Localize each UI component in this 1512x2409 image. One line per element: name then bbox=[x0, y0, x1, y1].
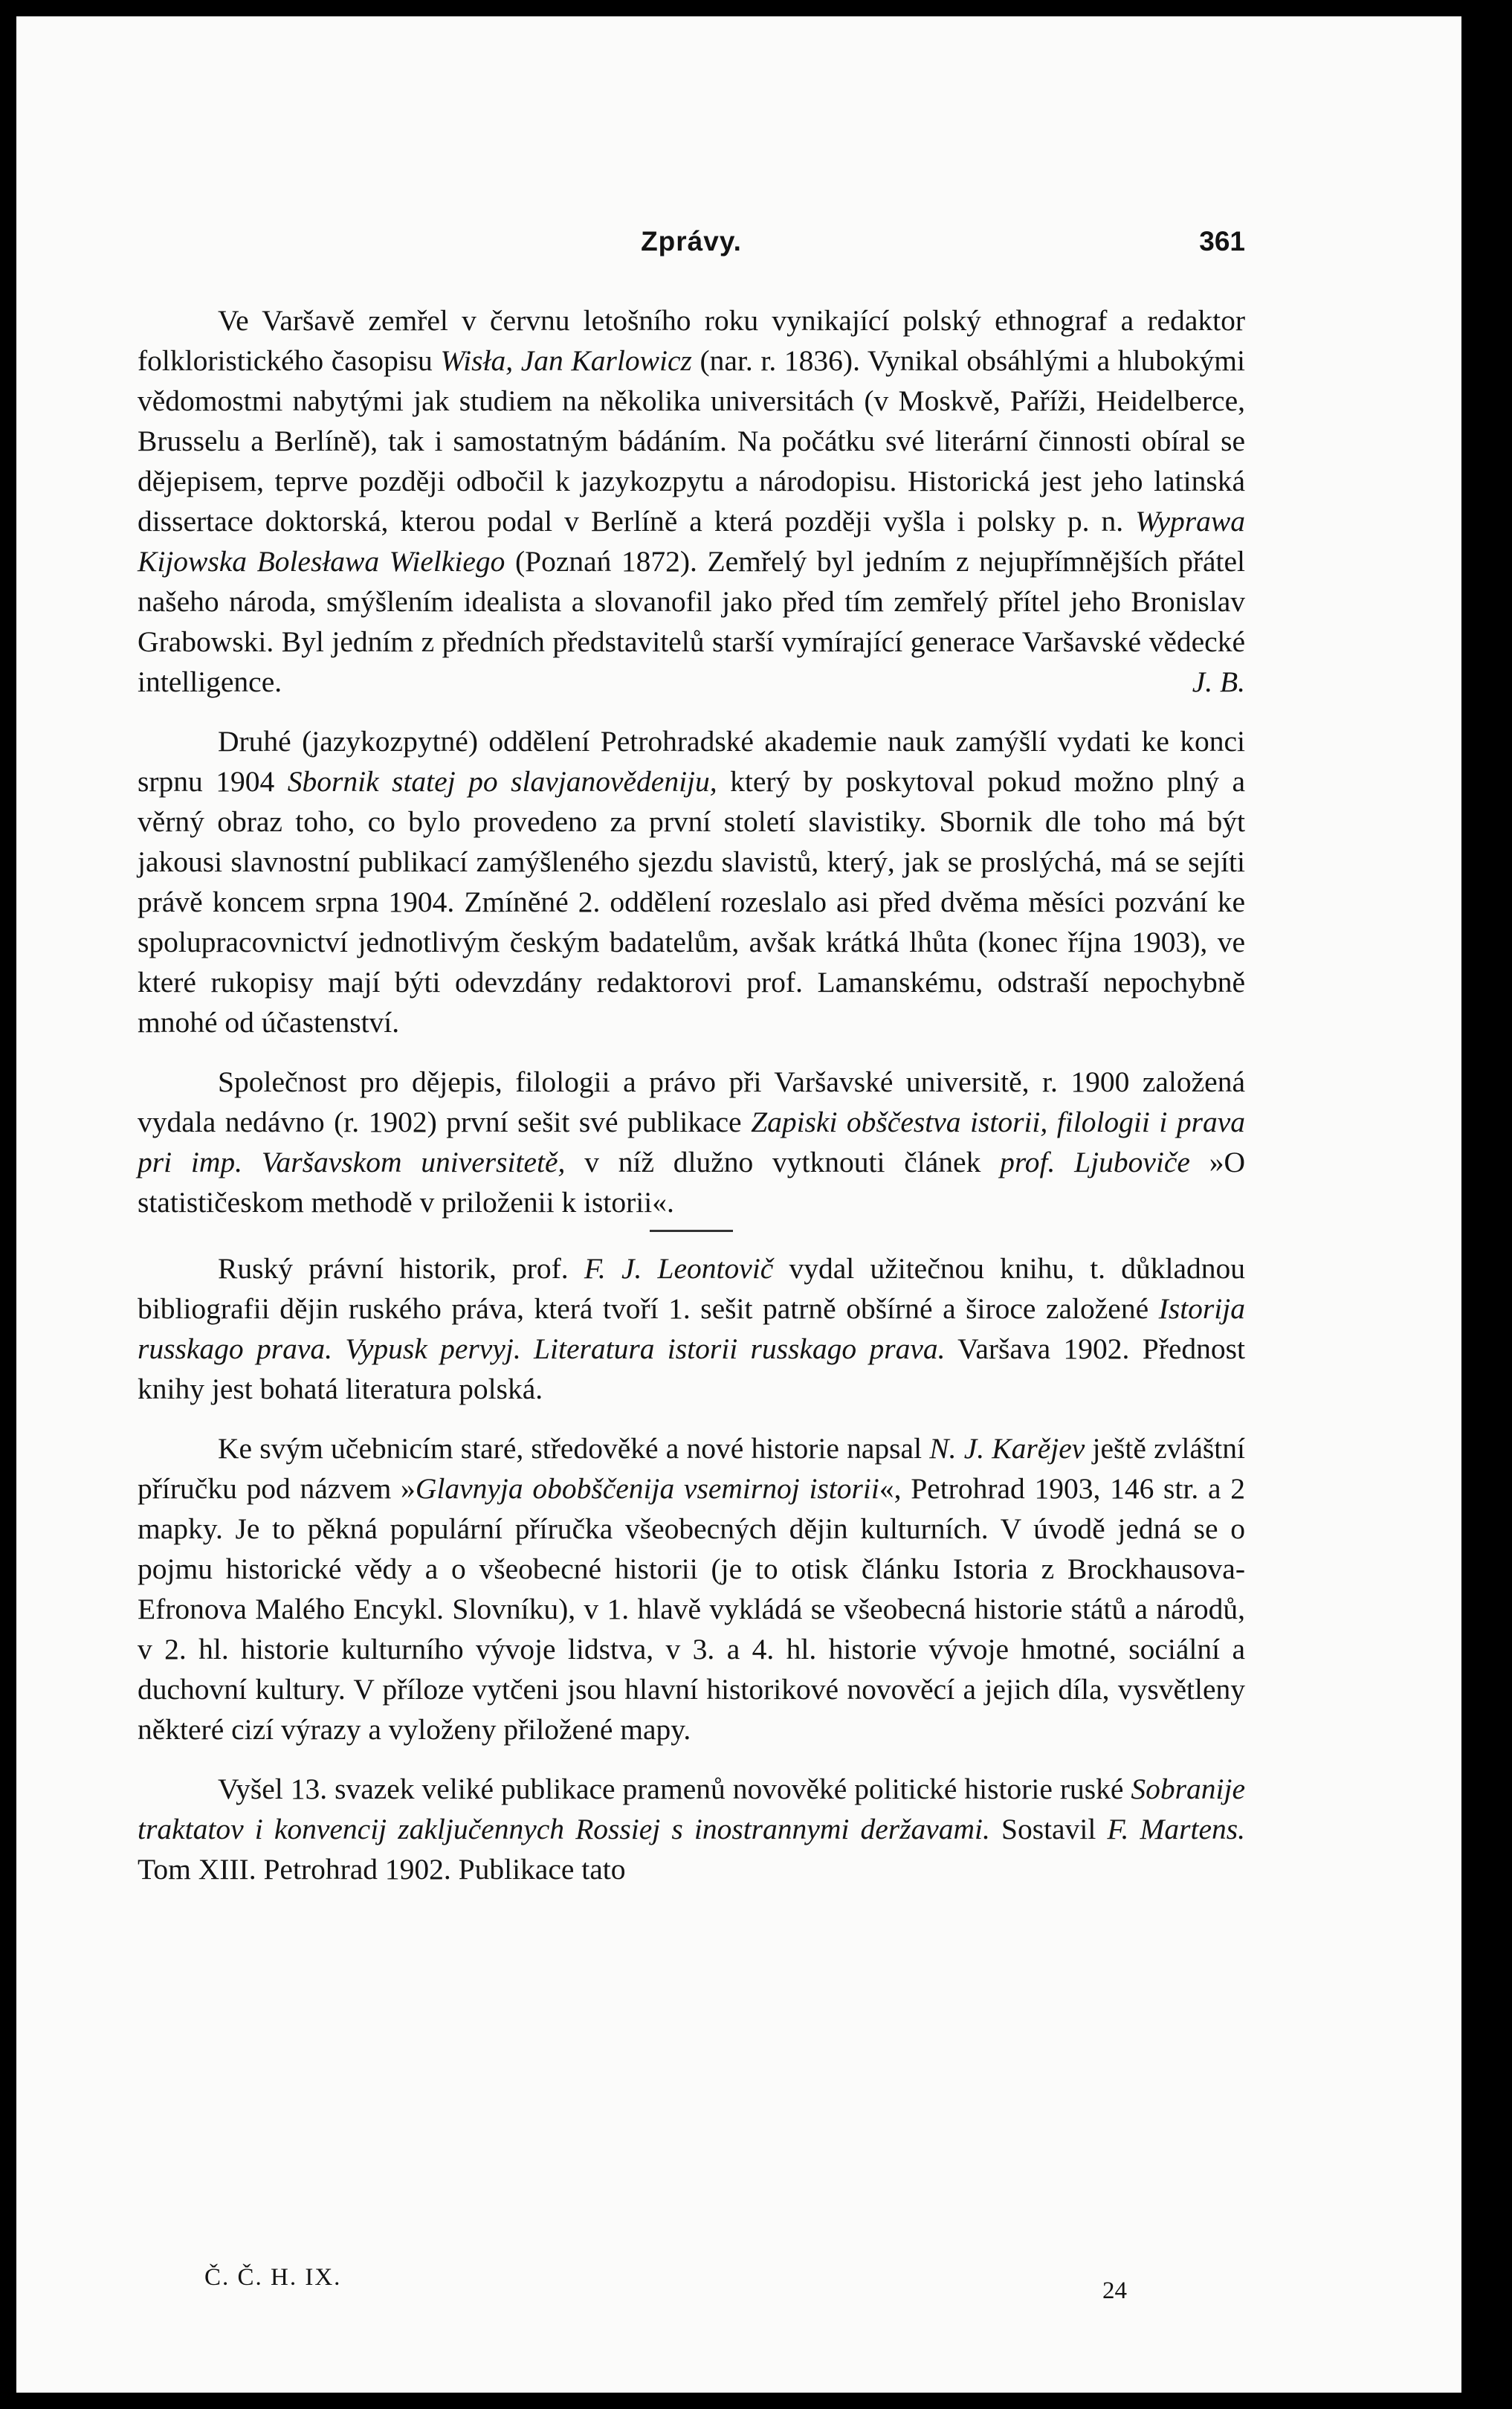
text-span-italic: F. J. Leontovič bbox=[584, 1252, 774, 1285]
text-span: Druhé (jazykozpytné) oddělení Petrohradské akademie nauk zamýšlí vydati ke konci srpnu 1904 bbox=[138, 725, 1245, 798]
text-span-italic: Sbornik statej po slavjanovědeniju, bbox=[287, 765, 717, 798]
body-text bbox=[138, 300, 1245, 1889]
text-span: vydal užitečnou knihu, t. důkladnou bibliografii dějin ruského práva, která tvoří 1. sešit patrně obšírné a široce založené bbox=[138, 1252, 1245, 1325]
text-span: Vyšel 13. svazek veliké publikace pramenů novověké politické historie ruské bbox=[218, 1773, 1131, 1805]
section-gap bbox=[138, 1749, 1245, 1769]
author-signature: J. B. bbox=[1192, 665, 1245, 698]
sheet-number: 24 bbox=[1102, 2277, 1127, 2304]
text-span-italic: F. Martens. bbox=[1107, 1813, 1245, 1845]
text-span: Ve Varšavě zemřel v červnu letošního roku vynikající polský ethnograf a redaktor folkloristického časopisu bbox=[138, 304, 1245, 377]
text-span: Sostavil bbox=[989, 1813, 1108, 1845]
text-span-italic: Wyprawa Kijowska Bolesława Wielkiego bbox=[138, 505, 1245, 578]
section-gap bbox=[138, 702, 1245, 721]
text-span-italic: Zapiski obščestva istorii, filologii i prava pri imp. Varšavskom universitetě, bbox=[138, 1106, 1246, 1178]
running-title: Zprávy. bbox=[641, 226, 742, 257]
page-number: 361 bbox=[1199, 226, 1245, 257]
text-span: v níž dlužno vytknouti článek bbox=[565, 1146, 1001, 1178]
article-martens bbox=[138, 1769, 1245, 1889]
text-span: «, Petrohrad 1903, 146 str. a 2 mapky. Je to pěkná populární příručka všeobecných dějin kulturních. V úvodě jedná se o pojmu historické vědy a o všeobecné historii (je to otisk článku Istoria z Brockhausova-Efronova Malého Encykl. Slovníku), v 1. hlavě vykládá se všeobecná historie států a národů, v 2. hl. historie kulturního vývoje lidstva, v 3. a 4. hl. historie vývoje hmotné, sociální a duchovní kultury. V příloze vytčeni jsou hlavní historikové novověcí a jejich díla, vysvětleny některé cizí výrazy a vyloženy přiložené mapy. bbox=[138, 1472, 1245, 1746]
text-span: Společnost pro dějepis, filologii a právo při Varšavské universitě, r. 1900 založená vydala nedávno (r. 1902) první sešit své publikace bbox=[138, 1065, 1245, 1138]
text-span: Ruský právní historik, prof. bbox=[218, 1252, 584, 1285]
text-span-italic: Sobranije traktatov i konvencij zaključennych Rossiej s inostrannymi deržavami. bbox=[138, 1773, 1245, 1845]
text-span: Ke svým učebnicím staré, středověké a nové historie napsal bbox=[218, 1432, 930, 1465]
text-span: »O statističeskom methodě v priloženii k istorii«. bbox=[138, 1146, 1245, 1219]
text-span-italic: N. J. Karějev bbox=[929, 1432, 1085, 1465]
scan-edge bbox=[1496, 0, 1499, 2409]
article-karejev bbox=[138, 1428, 1245, 1749]
text-span: Tom XIII. Petrohrad 1902. Publikace tato bbox=[138, 1853, 626, 1886]
text-span: který by poskytoval pokud možno plný a věrný obraz toho, co bylo provedeno za první století slavistiky. Sbornik dle toho má být jakousi slavnostní publikací zamýšleného sjezdu slavistů, který, jak se proslýchá, má se sejíti právě koncem srpna 1904. Zmíněné 2. oddělení rozeslalo asi před dvěma měsíci pozvání ke spolupracovnictví jednotlivým českým badatelům, avšak krátká lhůta (konec října 1903), ve které rukopisy mají býti odevzdány redaktorovi prof. Lamanskému, odstraší nepochybně mnohé od účastenství. bbox=[138, 765, 1245, 1039]
text-span-italic: Wisła, Jan Karlowicz bbox=[440, 344, 692, 377]
page-footer bbox=[138, 2264, 1245, 2309]
section-gap bbox=[138, 1409, 1245, 1428]
text-span: (nar. r. 1836). Vynikal obsáhlými a hlubokými vědomostmi nabytými jak studiem na několika universitách (v Moskvě, Paříži, Heidelberce, Brusselu a Berlíně), tak i samostatným bádáním. Na počátku své literární činnosti obíral se dějepisem, teprve později odbočil k jazykozpytu a národopisu. Historická jest jeho latinská dissertace doktorská, kterou podal v Berlíně a která později vyšla i polsky p. n. bbox=[138, 344, 1245, 538]
text-span: (Poznań 1872). Zemřelý byl jedním z nejupřímnějších přátel našeho národa, smýšlením idealista a slovanofil jako před tím zemřelý přítel jeho Bronislav Grabowski. Byl jedním z předních představitelů starší vymírající generace Varšavské vědecké intelligence. bbox=[138, 545, 1245, 698]
text-span: ještě zvláštní příručku pod názvem » bbox=[138, 1432, 1245, 1505]
article-sbornik bbox=[138, 721, 1245, 1042]
text-span-italic: Glavnyja obobščenija vsemirnoj istorii bbox=[415, 1472, 879, 1505]
text-span-italic: Istorija russkago prava. Vypusk pervyj. Literatura istorii russkago prava. bbox=[138, 1292, 1245, 1365]
article-leontovic bbox=[138, 1248, 1245, 1409]
separator-rule bbox=[650, 1230, 733, 1232]
section-gap bbox=[138, 1042, 1245, 1062]
text-span-italic: prof. Ljuboviče bbox=[1000, 1146, 1190, 1178]
article-zapiski bbox=[138, 1062, 1245, 1222]
article-karlowicz bbox=[138, 300, 1245, 702]
page-header bbox=[138, 226, 1245, 271]
signature-mark: Č. Č. H. IX. bbox=[204, 2264, 342, 2291]
text-span: Varšava 1902. Přednost knihy jest bohatá literatura polská. bbox=[138, 1332, 1245, 1405]
